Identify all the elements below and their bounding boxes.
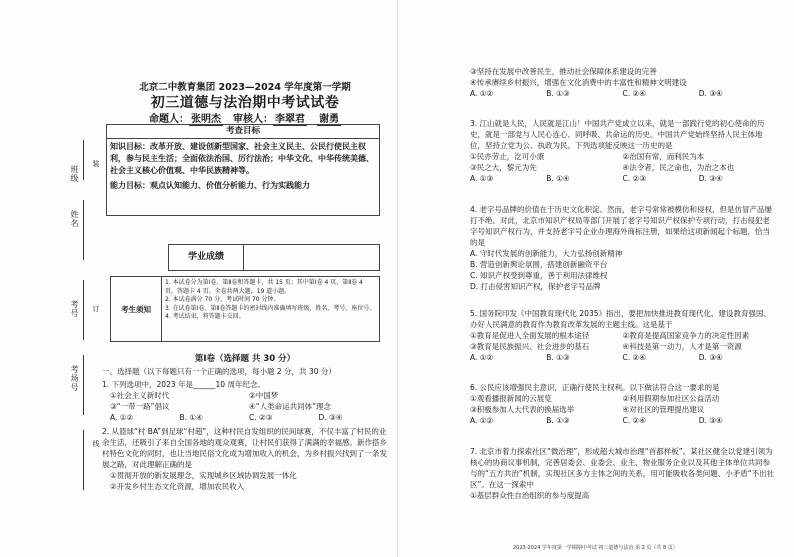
score-field: [244, 245, 379, 270]
answer-choice: D. ③④: [698, 174, 723, 183]
exam-page-2: [397, 0, 794, 557]
binding-word: 订: [92, 305, 100, 313]
notice-item: 1. 本试卷分为第Ⅰ卷、第Ⅱ卷和答题卡，共 15 页；其中第Ⅰ卷 4 页，第Ⅱ卷 4 页，答题卡 4 页。全卷共两大题，19 道小题。: [165, 279, 363, 295]
school-line: 北京二中教育集团 2023—2024 学年度第一学期: [139, 82, 351, 93]
question-option: ④“人类命运共同体”理念: [249, 402, 331, 411]
question-option: ③民之大，黎元为先: [470, 163, 537, 172]
question-option: A. 守时代发展的创新能力，大力弘扬创新精神: [470, 249, 623, 258]
section-instructions: 一、选择题（以下每题只有一个正确的选项，每小题 2 分，共 30 分）: [102, 367, 336, 376]
question-stem: 6. 公民应该增强民主意识，正确行使民主权利。以下做法符合这一要求的是: [470, 383, 720, 392]
answer-choice: C. ②④: [622, 89, 646, 98]
question-option: D. 打击侵害知识产权，保护老字号品牌: [470, 282, 601, 291]
section-title: 第Ⅰ卷（选择题 共 30 分）: [194, 354, 296, 364]
question-option: ①民亦劳止，汔可小康: [470, 152, 545, 161]
question-1: [102, 379, 388, 423]
binding-line: [83, 140, 84, 180]
question-option: ③教育是民族振兴、社会进步的基石: [470, 342, 590, 351]
notice-item: 2. 本试卷满分 70 分，考试时间 70 分钟。: [165, 296, 280, 304]
binding-strip: [0, 0, 100, 557]
question-7: [470, 446, 775, 501]
knowledge-goal: 知识目标：改革开放、建设创新型国家、社会主义民主、公民行使民主权利，参与民主生活；全面依法治国、厉行法治；中华文化、中华传统美德、社会主义核心价值观、中华民族精神等。: [110, 142, 374, 175]
notice-item: 4. 考试结束，将答题卡交回。: [165, 313, 245, 321]
reviewer-name: 李翠君: [275, 114, 305, 125]
question-option: ①贯彻开放的新发展理念，实现城乡区域协调发展一体化: [110, 471, 297, 480]
question-option: ④对社区的管理提出建议: [622, 405, 705, 414]
binding-word: 装: [92, 160, 100, 168]
score-box: [168, 244, 380, 271]
answer-choice: C. ②④: [622, 416, 646, 425]
question-option: ③“一带一路”倡议: [110, 402, 170, 411]
question-option: ①教育是促进人全面发展的根本途径: [470, 331, 590, 340]
question-2: [102, 426, 388, 492]
question-option: ①观看播报新闻的云展览: [470, 394, 552, 403]
question-option: ①社会主义新时代: [110, 391, 170, 400]
answer-choice: A. ①③: [470, 174, 494, 183]
question-option: ②中国梦: [249, 391, 279, 400]
answer-choice: B. ①④: [179, 413, 203, 422]
answer-choice: B. ①④: [546, 174, 570, 183]
question-option: ④法令者，民之命也，为治之本也: [622, 163, 735, 172]
goals-box: [106, 124, 380, 216]
question-option: B. 营造创新舆论氛围，搭建创新融资平台: [470, 260, 608, 269]
question-option: ④科技是第一动力，人才是第一资源: [622, 342, 742, 351]
notice-item: 3. 在试卷第Ⅰ卷、第Ⅱ卷答题卡的密封线内准确填写班级、姓名、考号、座位号。: [165, 304, 376, 312]
question-option: ②教育是提高国家竞争力的决定性因素: [622, 331, 750, 340]
goals-heading: 考查目标: [107, 125, 379, 139]
answer-choice: D. ③④: [698, 416, 723, 425]
binding-line: [83, 355, 84, 415]
page-footer: 2023-2024 学年度第一学期期中考试 初三道德与法治 第 2 页（共 8 页）: [513, 545, 678, 551]
answer-choice: A. ①②: [470, 353, 494, 362]
notice-list: [162, 277, 379, 341]
answer-choice: D. ③④: [698, 89, 723, 98]
question-option: ②治国有常，而利民为本: [622, 152, 705, 161]
question-stem: 4. 老字号品牌的价值在于历史文化积淀。然而，老字号常常被模仿和侵权，但是仿冒产品屡打不绝。对此，北京市知识产权局等部门开展了老字号知识产权保护专项行动，打击侵犯老字号知识产权行为，并支持老字号企业办理海外商标注册，如果给这项新闻起个标题，恰当的是: [470, 205, 773, 247]
answer-choice: B. ①③: [546, 416, 570, 425]
question-option: ③积极参加人大代表的换届选举: [470, 405, 575, 414]
answer-choice: C. ②③: [249, 413, 273, 422]
notice-heading: 考生须知: [111, 277, 162, 341]
question-option: ③坚持在发展中改善民生，推动社会保障体系建设的完善: [470, 67, 657, 76]
question-option: ②利用假期参加社区公益活动: [622, 394, 720, 403]
answer-choice: B. ①③: [546, 89, 570, 98]
question-option: ④传承赓续乡村振兴，增强在文化消费中的丰富性和精神文明建设: [470, 78, 687, 87]
reviewer-label: 审核人：: [233, 114, 273, 125]
answer-choice: A. ①②: [470, 416, 494, 425]
question-4: [470, 204, 775, 292]
class-label: 班级: [70, 165, 79, 183]
exam-title: 初三道德与法治期中考试试卷: [150, 95, 340, 111]
answer-choice: C. ②③: [622, 174, 646, 183]
question-3: [470, 118, 775, 184]
reviewer-name: 谢勇: [317, 110, 341, 126]
binding-line: [83, 280, 84, 340]
name-label: 姓名: [70, 210, 79, 228]
binding-line: [83, 430, 84, 490]
question-6: [470, 382, 775, 426]
answer-choice: B. ①③: [546, 353, 570, 362]
binding-word: 线: [92, 440, 100, 448]
question-stem: 5. 国务院印发《中国教育现代化 2035》指出，要把加快推进教育现代化、建设教育强国、办好人民满意的教育作为教育改革发展的主题主线。这是基于: [470, 309, 772, 329]
question-option: ②开发乡村生态文化资源，增加农民收入: [110, 482, 245, 491]
ability-goal: 能力目标：观点认知能力、价值分析能力、行为实践能力: [110, 181, 310, 190]
answer-choice: A. ①②: [470, 89, 494, 98]
question-5: [470, 308, 775, 363]
question-stem: 1. 下列选项中，2023 年是______10 周年纪念。: [102, 380, 265, 389]
answer-choice: D. ③④: [318, 413, 343, 422]
question-2-continued: [470, 66, 775, 99]
question-stem: 2. 从篮球“村 BA”到足球“村超”，这种村民自发组织的民间球赛，不仅丰富了村民的业余生活，还吸引了来自全国各地的观众观赛，让村民们获得了满满的幸福感。新作搭乡村特色文化的同时，也让当地民俗文化成为增加收入的机会，为乡村振兴找到了一条发展之路，对此理解正确的是: [102, 427, 387, 469]
answer-choice: D. ③④: [698, 353, 723, 362]
question-option: C. 知识产权受到尊重，善于利用法律维权: [470, 271, 608, 280]
exam-room-label: 考场号: [70, 365, 79, 392]
author-label: 命题人：: [149, 114, 189, 125]
answer-choice: C. ②④: [622, 353, 646, 362]
question-stem: 3. 江山就是人民，人民就是江山！中国共产党成立以来，就是一部践行党的初心使命的历史，就是一部党与人民心连心、同呼吸、共命运的历史。中国共产党始终坚持人民主体地位，坚持立党为公、执政为民。下列选项能反映这一历史的是: [470, 119, 765, 150]
score-label: 学业成绩: [169, 245, 244, 270]
notice-box: [110, 276, 380, 342]
exam-id-label: 考号: [70, 300, 79, 318]
binding-line: [83, 200, 84, 260]
answer-choice: A. ①②: [110, 413, 134, 422]
author-name: 张明杰: [191, 114, 221, 125]
question-option: ①基层群众性自治组织的参与度提高: [470, 491, 590, 500]
question-stem: 7. 北京市着力探索社区“微治理”，形成超大城市治理“首都样板”。某社区健全以党建引领为核心的协商议事机制，完善居委会、业委会、业主、物业服务企业以及其他主体单位共同参与的“五方共治”机制，实现社区多方主体之间的关系，用可能吸收各类问题、小矛盾“不出社区”。在这一探索中: [470, 447, 775, 489]
